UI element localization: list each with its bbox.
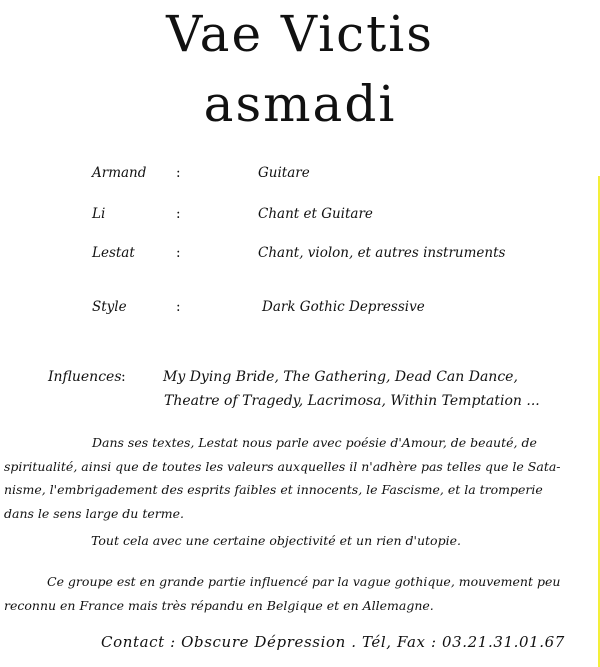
- paragraph-1-line: nisme, l'embrigadement des esprits faibles et innocents, le Fascisme, et la tromperie: [4, 482, 543, 497]
- influences-label: Influences: [48, 369, 122, 385]
- member-separator: :: [176, 165, 181, 181]
- member-separator: :: [176, 245, 181, 261]
- band-subtitle: asmadi: [203, 75, 397, 133]
- paragraph-3-line: Ce groupe est en grande partie influencé par la vague gothique, mouvement peu: [47, 574, 561, 589]
- paragraph-1-line: dans le sens large du terme.: [4, 506, 184, 521]
- member-separator: :: [176, 206, 181, 222]
- member-role-lestat: Chant, violon, et autres instruments: [258, 245, 506, 261]
- member-name-armand: Armand: [92, 165, 147, 181]
- paragraph-1-line: spiritualité, ainsi que de toutes les valeurs auxquelles il n'adhère pas telles que le Sata-: [4, 459, 561, 474]
- influences-line-2: Theatre of Tragedy, Lacrimosa, Within Temptation ...: [164, 393, 540, 409]
- contact-line: Contact : Obscure Dépression . Tél, Fax : 03.21.31.01.67: [101, 633, 565, 651]
- band-title: Vae Victis: [166, 5, 434, 63]
- paragraph-2: Tout cela avec une certaine objectivité et un rien d'utopie.: [91, 533, 461, 548]
- style-label: Style: [92, 299, 127, 315]
- style-value: Dark Gothic Depressive: [262, 299, 425, 315]
- influences-line-1: My Dying Bride, The Gathering, Dead Can Dance,: [163, 369, 518, 385]
- member-role-armand: Guitare: [258, 165, 310, 181]
- paragraph-1-line: Dans ses textes, Lestat nous parle avec poésie d'Amour, de beauté, de: [92, 435, 537, 450]
- member-name-lestat: Lestat: [92, 245, 135, 261]
- member-role-li: Chant et Guitare: [258, 206, 373, 222]
- member-name-li: Li: [92, 206, 106, 222]
- style-separator: :: [176, 299, 181, 315]
- paragraph-3-line: reconnu en France mais très répandu en Belgique et en Allemagne.: [4, 598, 434, 613]
- influences-separator: :: [121, 369, 126, 385]
